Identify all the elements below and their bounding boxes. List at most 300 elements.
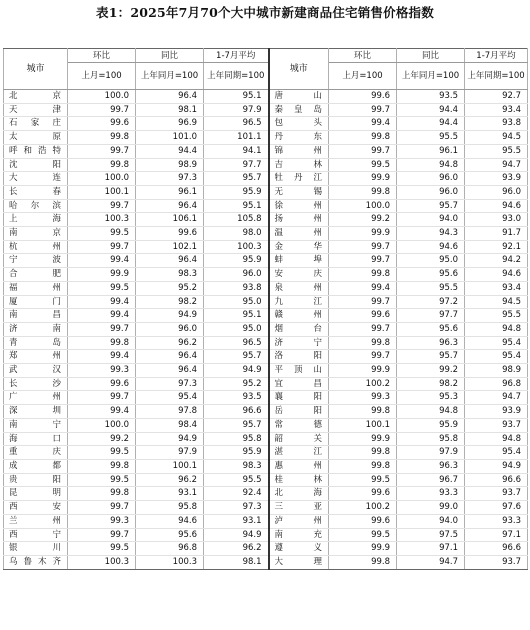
city-name: 海口 — [4, 432, 68, 446]
table-row — [4, 555, 528, 569]
yoy-value: 99.6 — [136, 227, 204, 241]
mom-value: 99.8 — [329, 131, 397, 145]
mom-value: 99.4 — [329, 117, 397, 131]
ytd-value: 95.0 — [204, 295, 269, 309]
yoy-value: 98.3 — [136, 268, 204, 282]
mom-value: 100.1 — [68, 185, 136, 199]
table-row — [4, 446, 528, 460]
mom-value: 100.3 — [68, 555, 136, 569]
city-name: 南京 — [4, 227, 68, 241]
yoy-value: 97.5 — [397, 528, 465, 542]
yoy-value: 96.4 — [136, 90, 204, 104]
ytd-value: 93.7 — [465, 418, 528, 432]
yoy-value: 98.1 — [136, 103, 204, 117]
ytd-value: 93.4 — [465, 103, 528, 117]
yoy-value: 95.4 — [136, 391, 204, 405]
ytd-value: 94.7 — [465, 391, 528, 405]
city-name: 桂林 — [269, 473, 329, 487]
city-name: 合肥 — [4, 268, 68, 282]
mom-value: 99.7 — [329, 144, 397, 158]
city-name: 济宁 — [269, 336, 329, 350]
mom-value: 100.0 — [68, 172, 136, 186]
yoy-value: 97.8 — [136, 405, 204, 419]
table-row — [4, 322, 528, 336]
ytd-value: 93.0 — [465, 213, 528, 227]
mom-value: 99.6 — [329, 309, 397, 323]
table-row — [4, 473, 528, 487]
ytd-value: 98.0 — [204, 227, 269, 241]
mom-value: 99.5 — [68, 281, 136, 295]
city-name: 平顶山 — [269, 364, 329, 378]
mom-value: 99.2 — [68, 432, 136, 446]
city-name: 烟台 — [269, 322, 329, 336]
mom-value: 99.9 — [329, 364, 397, 378]
ytd-value: 95.1 — [204, 199, 269, 213]
table-row — [4, 240, 528, 254]
ytd-value: 92.4 — [204, 487, 269, 501]
yoy-value: 96.3 — [397, 459, 465, 473]
mom-value: 99.7 — [68, 528, 136, 542]
city-name: 遵义 — [269, 542, 329, 556]
mom-value: 99.5 — [68, 227, 136, 241]
city-name: 沈阳 — [4, 158, 68, 172]
mom-value: 99.4 — [68, 254, 136, 268]
city-name: 太原 — [4, 131, 68, 145]
yoy-value: 94.9 — [136, 432, 204, 446]
yoy-value: 100.1 — [136, 459, 204, 473]
yoy-value: 96.2 — [136, 473, 204, 487]
ytd-value: 96.6 — [465, 473, 528, 487]
ytd-value: 94.6 — [465, 268, 528, 282]
ytd-value: 95.7 — [204, 418, 269, 432]
city-name: 大理 — [269, 555, 329, 569]
mom-value: 99.6 — [329, 487, 397, 501]
table-row — [4, 405, 528, 419]
yoy-value: 98.4 — [136, 418, 204, 432]
table-row — [4, 542, 528, 556]
yoy-value: 93.1 — [136, 487, 204, 501]
city-name: 哈尔滨 — [4, 199, 68, 213]
mom-value: 99.3 — [329, 391, 397, 405]
city-name: 无锡 — [269, 185, 329, 199]
yoy-base-right: 上年同月=100 — [397, 63, 465, 90]
city-name: 福州 — [4, 281, 68, 295]
table-row — [4, 268, 528, 282]
city-name: 扬州 — [269, 213, 329, 227]
yoy-value: 96.3 — [397, 336, 465, 350]
mom-value: 100.2 — [329, 377, 397, 391]
mom-value: 99.8 — [329, 446, 397, 460]
mom-value: 100.0 — [329, 199, 397, 213]
city-name: 乌鲁木齐 — [4, 555, 68, 569]
table-row — [4, 377, 528, 391]
yoy-value: 98.2 — [397, 377, 465, 391]
ytd-value: 97.7 — [204, 158, 269, 172]
city-name: 深圳 — [4, 405, 68, 419]
mom-value: 99.5 — [68, 542, 136, 556]
ytd-value: 97.3 — [204, 501, 269, 515]
mom-value: 100.1 — [329, 418, 397, 432]
mom-value: 99.8 — [68, 336, 136, 350]
city-name: 西安 — [4, 501, 68, 515]
mom-value: 99.2 — [329, 213, 397, 227]
table-row — [4, 172, 528, 186]
table-row — [4, 487, 528, 501]
city-name: 惠州 — [269, 459, 329, 473]
city-name: 杭州 — [4, 240, 68, 254]
ytd-value: 100.3 — [204, 240, 269, 254]
table-row — [4, 227, 528, 241]
mom-value: 99.5 — [68, 446, 136, 460]
mom-value: 99.5 — [68, 473, 136, 487]
ytd-value: 96.0 — [204, 268, 269, 282]
ytd-value: 96.8 — [465, 377, 528, 391]
table-row — [4, 144, 528, 158]
yoy-value: 95.7 — [397, 199, 465, 213]
ytd-value: 97.1 — [465, 528, 528, 542]
ytd-value: 98.9 — [465, 364, 528, 378]
table-row — [4, 459, 528, 473]
city-name: 银川 — [4, 542, 68, 556]
yoy-value: 96.1 — [136, 185, 204, 199]
city-name: 包头 — [269, 117, 329, 131]
city-name: 徐州 — [269, 199, 329, 213]
mom-value: 99.7 — [329, 295, 397, 309]
mom-value: 99.4 — [68, 350, 136, 364]
table-row — [4, 281, 528, 295]
ytd-value: 96.0 — [465, 185, 528, 199]
yoy-value: 98.2 — [136, 295, 204, 309]
yoy-value: 96.0 — [397, 185, 465, 199]
mom-value: 99.9 — [68, 268, 136, 282]
yoy-value: 95.5 — [397, 131, 465, 145]
ytd-value: 95.8 — [204, 432, 269, 446]
ytd-value: 93.8 — [204, 281, 269, 295]
table-row — [4, 336, 528, 350]
mom-value: 99.7 — [329, 322, 397, 336]
ytd-value: 94.1 — [204, 144, 269, 158]
table-body — [4, 90, 528, 570]
city-name: 青岛 — [4, 336, 68, 350]
yoy-value: 94.9 — [136, 309, 204, 323]
yoy-value: 97.1 — [397, 542, 465, 556]
mom-value: 100.3 — [68, 213, 136, 227]
ytd-value: 95.2 — [204, 377, 269, 391]
mom-value: 99.8 — [68, 131, 136, 145]
ytd-value: 96.5 — [204, 336, 269, 350]
ytd-value: 94.5 — [465, 295, 528, 309]
mom-value: 100.0 — [68, 90, 136, 104]
mom-base-right: 上月=100 — [329, 63, 397, 90]
table-row — [4, 103, 528, 117]
ytd-value: 96.6 — [204, 405, 269, 419]
yoy-value: 94.4 — [397, 117, 465, 131]
city-name: 长春 — [4, 185, 68, 199]
ytd-value: 95.9 — [204, 446, 269, 460]
mom-value: 99.3 — [68, 514, 136, 528]
city-name: 岳阳 — [269, 405, 329, 419]
ytd-value: 94.6 — [465, 199, 528, 213]
mom-value: 99.6 — [68, 377, 136, 391]
table-header — [4, 49, 528, 90]
ytd-value: 95.9 — [204, 185, 269, 199]
ytd-header-left: 1-7月平均 — [204, 49, 269, 63]
table-row — [4, 117, 528, 131]
mom-value: 99.6 — [329, 514, 397, 528]
yoy-value: 95.8 — [136, 501, 204, 515]
yoy-value: 97.7 — [397, 309, 465, 323]
mom-value: 99.8 — [68, 158, 136, 172]
yoy-value: 96.1 — [397, 144, 465, 158]
mom-value: 99.8 — [329, 185, 397, 199]
yoy-value: 95.0 — [397, 254, 465, 268]
ytd-value: 93.7 — [465, 555, 528, 569]
mom-value: 99.7 — [68, 144, 136, 158]
ytd-value: 93.8 — [465, 117, 528, 131]
city-name: 洛阳 — [269, 350, 329, 364]
ytd-value: 94.7 — [465, 158, 528, 172]
mom-value: 99.7 — [68, 391, 136, 405]
yoy-value: 97.3 — [136, 377, 204, 391]
city-name: 韶关 — [269, 432, 329, 446]
city-name: 襄阳 — [269, 391, 329, 405]
yoy-value: 98.9 — [136, 158, 204, 172]
city-name: 成都 — [4, 459, 68, 473]
table-row — [4, 199, 528, 213]
mom-value: 99.7 — [329, 103, 397, 117]
city-name: 北海 — [269, 487, 329, 501]
ytd-value: 95.4 — [465, 350, 528, 364]
table-row — [4, 391, 528, 405]
ytd-value: 94.9 — [204, 364, 269, 378]
mom-value: 99.5 — [329, 158, 397, 172]
yoy-value: 100.3 — [136, 555, 204, 569]
mom-value: 99.8 — [329, 555, 397, 569]
yoy-value: 94.8 — [397, 158, 465, 172]
yoy-base-left: 上年同月=100 — [136, 63, 204, 90]
mom-value: 99.8 — [68, 459, 136, 473]
yoy-value: 95.3 — [397, 391, 465, 405]
table-row — [4, 432, 528, 446]
ytd-value: 95.0 — [204, 322, 269, 336]
city-name: 呼和浩特 — [4, 144, 68, 158]
ytd-base-right: 上年同期=100 — [465, 63, 528, 90]
city-name: 秦皇岛 — [269, 103, 329, 117]
ytd-value: 94.9 — [204, 528, 269, 542]
yoy-value: 94.6 — [136, 514, 204, 528]
yoy-value: 97.2 — [397, 295, 465, 309]
mom-value: 99.7 — [68, 322, 136, 336]
mom-value: 99.5 — [329, 528, 397, 542]
city-header-left: 城市 — [4, 49, 68, 90]
yoy-value: 95.8 — [397, 432, 465, 446]
city-name: 石家庄 — [4, 117, 68, 131]
mom-value: 99.6 — [68, 117, 136, 131]
yoy-value: 94.0 — [397, 514, 465, 528]
city-name: 泸州 — [269, 514, 329, 528]
ytd-value: 93.1 — [204, 514, 269, 528]
yoy-value: 95.2 — [136, 281, 204, 295]
city-name: 宁波 — [4, 254, 68, 268]
mom-value: 99.7 — [68, 103, 136, 117]
yoy-value: 94.4 — [397, 103, 465, 117]
ytd-value: 97.9 — [204, 103, 269, 117]
ytd-value: 98.1 — [204, 555, 269, 569]
mom-value: 99.8 — [329, 336, 397, 350]
city-name: 金华 — [269, 240, 329, 254]
yoy-value: 94.6 — [397, 240, 465, 254]
yoy-value: 96.2 — [136, 336, 204, 350]
mom-base-left: 上月=100 — [68, 63, 136, 90]
yoy-value: 95.6 — [136, 528, 204, 542]
ytd-value: 93.5 — [204, 391, 269, 405]
mom-value: 99.5 — [329, 473, 397, 487]
city-name: 上海 — [4, 213, 68, 227]
city-name: 重庆 — [4, 446, 68, 460]
ytd-value: 96.2 — [204, 542, 269, 556]
yoy-value: 96.4 — [136, 364, 204, 378]
ytd-value: 94.9 — [465, 459, 528, 473]
table-row — [4, 131, 528, 145]
yoy-value: 94.3 — [397, 227, 465, 241]
yoy-value: 94.4 — [136, 144, 204, 158]
price-index-table — [3, 48, 528, 570]
ytd-value: 105.8 — [204, 213, 269, 227]
city-name: 西宁 — [4, 528, 68, 542]
mom-value: 99.9 — [329, 432, 397, 446]
city-name: 南宁 — [4, 418, 68, 432]
city-name: 北京 — [4, 90, 68, 104]
ytd-value: 95.5 — [465, 309, 528, 323]
yoy-value: 96.4 — [136, 199, 204, 213]
mom-value: 99.8 — [68, 487, 136, 501]
table-row — [4, 528, 528, 542]
mom-value: 99.8 — [329, 268, 397, 282]
ytd-value: 94.2 — [465, 254, 528, 268]
ytd-value: 94.8 — [465, 432, 528, 446]
ytd-value: 95.4 — [465, 336, 528, 350]
table-row — [4, 254, 528, 268]
city-header-right: 城市 — [269, 49, 329, 90]
city-name: 昆明 — [4, 487, 68, 501]
city-name: 贵阳 — [4, 473, 68, 487]
ytd-base-left: 上年同期=100 — [204, 63, 269, 90]
mom-value: 99.7 — [68, 240, 136, 254]
mom-value: 99.9 — [329, 227, 397, 241]
yoy-value: 96.4 — [136, 350, 204, 364]
ytd-value: 92.7 — [465, 90, 528, 104]
yoy-value: 96.8 — [136, 542, 204, 556]
yoy-value: 93.5 — [397, 90, 465, 104]
ytd-value: 95.1 — [204, 90, 269, 104]
city-name: 大连 — [4, 172, 68, 186]
city-name: 郑州 — [4, 350, 68, 364]
yoy-value: 93.3 — [397, 487, 465, 501]
city-name: 锦州 — [269, 144, 329, 158]
city-name: 吉林 — [269, 158, 329, 172]
mom-value: 99.7 — [68, 501, 136, 515]
city-name: 武汉 — [4, 364, 68, 378]
ytd-value: 95.4 — [465, 446, 528, 460]
mom-value: 99.4 — [68, 405, 136, 419]
ytd-value: 95.7 — [204, 172, 269, 186]
ytd-value: 91.7 — [465, 227, 528, 241]
ytd-value: 93.3 — [465, 514, 528, 528]
mom-value: 99.7 — [329, 350, 397, 364]
city-name: 泉州 — [269, 281, 329, 295]
city-name: 常德 — [269, 418, 329, 432]
table-row — [4, 350, 528, 364]
ytd-value: 101.1 — [204, 131, 269, 145]
city-name: 湛江 — [269, 446, 329, 460]
ytd-value: 94.8 — [465, 322, 528, 336]
yoy-value: 95.6 — [397, 268, 465, 282]
table-row — [4, 514, 528, 528]
ytd-header-right: 1-7月平均 — [465, 49, 528, 63]
city-name: 赣州 — [269, 309, 329, 323]
table-row — [4, 418, 528, 432]
yoy-value: 95.9 — [397, 418, 465, 432]
city-name: 南昌 — [4, 309, 68, 323]
yoy-value: 101.0 — [136, 131, 204, 145]
yoy-value: 95.7 — [397, 350, 465, 364]
table-row — [4, 501, 528, 515]
mom-value: 99.9 — [329, 172, 397, 186]
mom-value: 99.8 — [329, 459, 397, 473]
yoy-value: 97.9 — [397, 446, 465, 460]
table-row — [4, 364, 528, 378]
ytd-value: 95.9 — [204, 254, 269, 268]
table-row — [4, 185, 528, 199]
table-row — [4, 158, 528, 172]
table-row — [4, 90, 528, 104]
city-name: 长沙 — [4, 377, 68, 391]
yoy-value: 94.7 — [397, 555, 465, 569]
yoy-value: 102.1 — [136, 240, 204, 254]
mom-value: 100.0 — [68, 418, 136, 432]
ytd-value: 95.1 — [204, 309, 269, 323]
city-name: 厦门 — [4, 295, 68, 309]
yoy-value: 96.7 — [397, 473, 465, 487]
city-name: 三亚 — [269, 501, 329, 515]
yoy-value: 106.1 — [136, 213, 204, 227]
ytd-value: 92.1 — [465, 240, 528, 254]
ytd-value: 95.7 — [204, 350, 269, 364]
ytd-value: 93.7 — [465, 487, 528, 501]
ytd-value: 96.5 — [204, 117, 269, 131]
mom-value: 99.3 — [68, 364, 136, 378]
mom-header-right: 环比 — [329, 49, 397, 63]
table-row — [4, 213, 528, 227]
ytd-value: 94.5 — [465, 131, 528, 145]
yoy-value: 99.2 — [397, 364, 465, 378]
city-name: 蚌埠 — [269, 254, 329, 268]
city-name: 济南 — [4, 322, 68, 336]
yoy-value: 99.0 — [397, 501, 465, 515]
mom-value: 99.4 — [68, 295, 136, 309]
yoy-value: 96.4 — [136, 254, 204, 268]
city-name: 温州 — [269, 227, 329, 241]
ytd-value: 93.9 — [465, 172, 528, 186]
city-name: 唐山 — [269, 90, 329, 104]
city-name: 安庆 — [269, 268, 329, 282]
yoy-value: 96.9 — [136, 117, 204, 131]
city-name: 广州 — [4, 391, 68, 405]
mom-value: 99.4 — [329, 281, 397, 295]
table-row — [4, 309, 528, 323]
yoy-value: 96.0 — [397, 172, 465, 186]
yoy-header-left: 同比 — [136, 49, 204, 63]
